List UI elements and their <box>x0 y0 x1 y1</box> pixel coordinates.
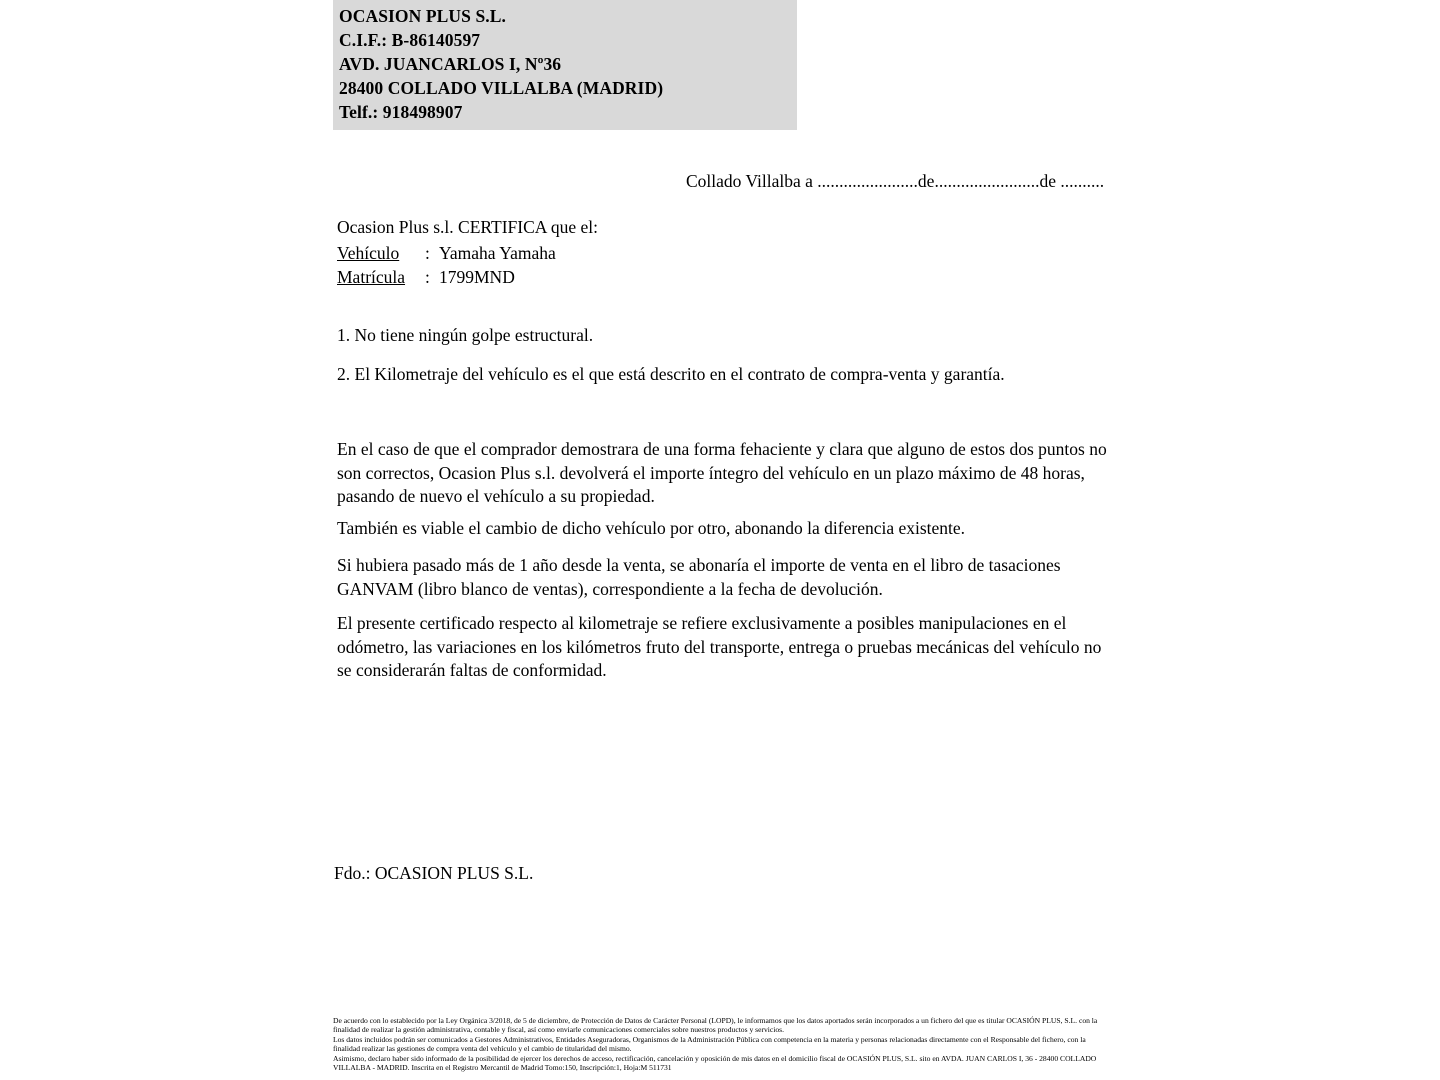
certified-point-1: 1. No tiene ningún golpe estructural. <box>337 325 594 345</box>
clause-exchange: También es viable el cambio de dicho vehículo por otro, abonando la diferencia existente. <box>337 518 966 538</box>
company-cif: C.I.F.: B-86140597 <box>339 30 481 50</box>
plate-separator: : <box>425 267 430 287</box>
certified-point-2: 2. El Kilometraje del vehículo es el que está descrito en el contrato de compra-venta y garantía. <box>337 364 1005 384</box>
company-phone: Telf.: 918498907 <box>339 102 463 122</box>
legal-paragraph-2: Los datos incluidos podrán ser comunicados a Gestores Administrativos, Entidades Aseguradoras, Organismos de la Administración Pública con competencia en la materia y personas relacionadas directamente con el Responsable del fichero, con la finalidad realizar las gestiones de compra venta del vehículo y el cambio de titularidad del mismo. <box>333 1034 1086 1054</box>
legal-footnote <box>333 1016 1108 1072</box>
vehicle-separator: : <box>425 243 430 263</box>
company-name: OCASION PLUS S.L. <box>339 6 507 26</box>
place-and-date-line: Collado Villalba a .......................de........................de .......... <box>686 171 1105 191</box>
company-city: 28400 COLLADO VILLALBA (MADRID) <box>339 78 664 98</box>
vehicle-value: Yamaha Yamaha <box>439 243 556 263</box>
plate-label: Matrícula <box>337 267 406 287</box>
vehicle-label: Vehículo <box>337 243 400 263</box>
plate-value: 1799MND <box>439 267 515 287</box>
plate-row <box>337 265 598 289</box>
legal-paragraph-3: Asimismo, declaro haber sido informado de la posibilidad de ejercer los derechos de acceso, rectificación, cancelación y oposición de mis datos en el domicilio fiscal de OCASIÓN PLUS, S.L. sito en AVDA. JUAN CARLOS I, 36 - 28400 COLLADO VILLALBA - MADRID. Inscrita en el Registro Mercantil de Madrid Tomo:150, Inscripción:1, Hoja:M 511731 <box>333 1053 1097 1073</box>
company-header-block <box>333 0 797 130</box>
certification-details <box>337 215 598 289</box>
vehicle-row <box>337 241 598 265</box>
signature-line: Fdo.: OCASION PLUS S.L. <box>334 863 534 883</box>
clause-refund: En el caso de que el comprador demostrara de una forma fehaciente y clara que alguno de estos dos puntos no son correctos, Ocasion Plus s.l. devolverá el importe íntegro del vehículo en un plazo máximo de 48 horas, pasando de nuevo el vehículo a su propiedad. <box>337 439 1107 506</box>
legal-paragraph-1: De acuerdo con lo establecido por la Ley Orgánica 3/2018, de 5 de diciembre, de Protección de Datos de Carácter Personal (LOPD), le informamos que los datos aportados serán incorporados a un fichero del que es titular OCASIÓN PLUS, S.L. con la finalidad de realizar la gestión administrativa, contable y fiscal, así como enviarle comunicaciones comerciales sobre nuestros productos y servicios. <box>333 1016 1098 1035</box>
clause-odometer: El presente certificado respecto al kilometraje se refiere exclusivamente a posibles manipulaciones en el odómetro, las variaciones en los kilómetros fruto del transporte, entrega o pruebas mecánicas del vehículo no se considerarán faltas de conformidad. <box>337 613 1102 680</box>
company-address: AVD. JUANCARLOS I, Nº36 <box>339 54 562 74</box>
clause-ganvam: Si hubiera pasado más de 1 año desde la venta, se abonaría el importe de venta en el libro de tasaciones GANVAM (libro blanco de ventas), correspondiente a la fecha de devolución. <box>337 555 1061 599</box>
certifies-intro: Ocasion Plus s.l. CERTIFICA que el: <box>337 217 598 237</box>
